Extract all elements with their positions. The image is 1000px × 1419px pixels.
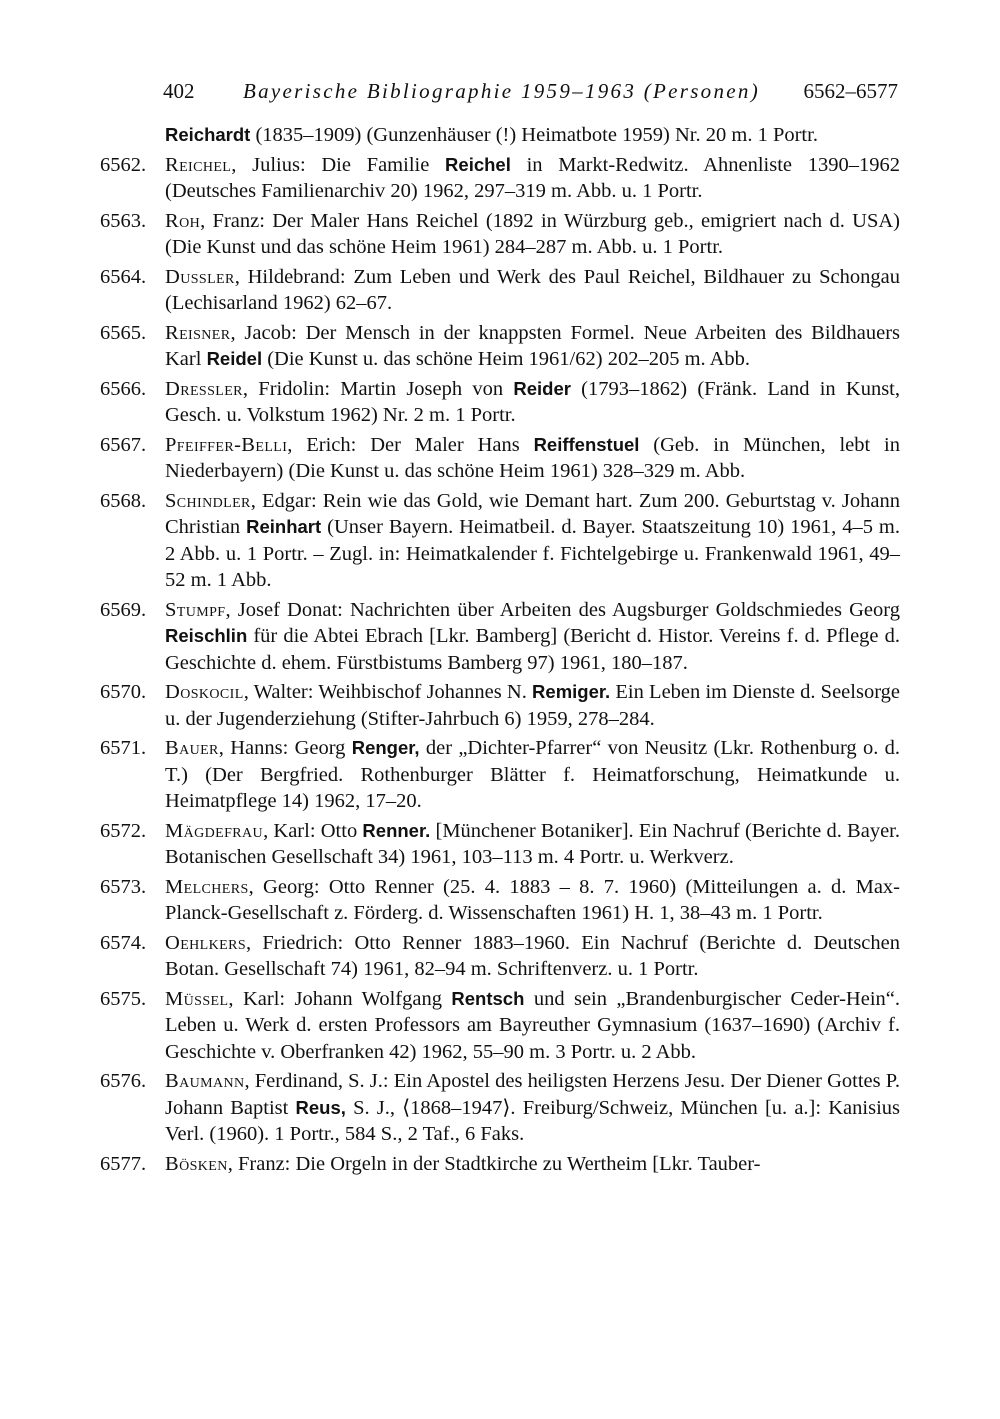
- entry-subject-name: Reidel: [206, 348, 263, 369]
- entry-author: Reichel: [165, 153, 232, 176]
- entry-number: 6566.: [100, 377, 147, 400]
- entry-text: [165, 152, 900, 205]
- entry-text: [165, 208, 900, 261]
- entry-text: [165, 930, 900, 983]
- entry-citation-start: , Franz: Die Orgeln in der Stadtkirche zu Wertheim [Lkr. Tauber-: [227, 1152, 761, 1175]
- entry-number: 6563.: [100, 209, 147, 232]
- entry-subject-name: Reichardt: [165, 124, 251, 145]
- entry-subject-name: Renger,: [351, 737, 420, 758]
- entry-citation-start: , Franz: Der Maler Hans Reichel (1892 in Würzburg geb., emigriert nach d. USA) (Die Kunst und das schöne Heim 1961) 284–287 m. Abb. u. 1 Portr.: [165, 209, 900, 258]
- entry-citation-start: , Hanns: Georg: [218, 737, 352, 759]
- entry-number: 6572.: [100, 819, 147, 842]
- entry-author: Roh: [165, 209, 201, 232]
- entry-citation-start: , Karl: Otto: [263, 819, 363, 842]
- entry-citation-start: , Julius: Die Familie: [231, 153, 446, 176]
- entry-author: Bösken: [165, 1152, 228, 1175]
- entry-author: Reisner: [165, 321, 231, 344]
- entry-subject-name: Reiffenstuel: [533, 433, 640, 455]
- entry-text: [165, 432, 900, 485]
- entry-text: [165, 1068, 900, 1148]
- entry-citation-end: S. J., ⟨1868–1947⟩. Freiburg/Schweiz, München [u. a.]: Kanisius Verl. (1960). 1 Portr., 584 S., 2 Taf., 6 Faks.: [165, 1096, 901, 1145]
- entry-subject-name: Rentsch: [451, 987, 525, 1009]
- bibliography-entry: [100, 320, 900, 373]
- entry-text: [165, 488, 900, 594]
- entry-author: Oehlkers: [165, 931, 247, 954]
- entry-text: [165, 376, 900, 429]
- entry-author: Melchers: [165, 875, 249, 898]
- entry-citation-end: (Die Kunst u. das schöne Heim 1961/62) 202–205 m. Abb.: [262, 348, 751, 370]
- bibliography-entry: [100, 986, 900, 1066]
- bibliography-entry: [100, 735, 900, 815]
- entry-author: Baumann: [165, 1070, 245, 1092]
- entry-text: [165, 986, 900, 1066]
- bibliography-entry: [100, 376, 900, 429]
- entry-text: [165, 735, 900, 815]
- entry-author: Schindler: [165, 489, 251, 512]
- entry-subject-name: Reischlin: [165, 625, 248, 646]
- entry-citation-start: , Jacob: Der Mensch in der knappsten Formel. Neue Arbeiten des Bildhauers Karl: [165, 321, 900, 370]
- entry-number: 6571.: [100, 737, 147, 759]
- entry-citation-end: Ein Leben im Dienste d. Seelsorge u. der Jugenderziehung (Stifter-Jahrbuch 6) 1959, 278–284.: [165, 681, 901, 730]
- entry-citation-start: , Edgar: Rein wie das Gold, wie Demant hart. Zum 200. Geburtstag v. Johann Christian: [165, 489, 900, 538]
- entry-text: [165, 874, 900, 927]
- entry-text: [165, 679, 900, 732]
- entry-citation-end: in Markt-Redwitz. Ahnenliste 1390–1962 (Deutsches Familienarchiv 20) 1962, 297–319 m. Abb. u. 1 Portr.: [165, 153, 900, 202]
- entry-author: Mägdefrau: [165, 819, 264, 842]
- entry-range: 6562–6577: [803, 79, 898, 103]
- entry-text: [165, 320, 900, 373]
- entry-author: Pfeiffer-Belli: [165, 433, 288, 456]
- bibliography-entry: [100, 122, 900, 149]
- bibliography-entry: [100, 930, 900, 983]
- entry-citation-end: für die Abtei Ebrach [Lkr. Bamberg] (Bericht d. Histor. Vereins f. d. Pflege d. Geschichte d. ehem. Fürstbistums Bamberg 97) 1961, 180–187.: [165, 625, 900, 674]
- bibliography-entry: [100, 208, 900, 261]
- entry-number: 6574.: [100, 931, 147, 954]
- entry-citation-start: , Josef Donat: Nachrichten über Arbeiten des Augsburger Goldschmiedes Georg: [225, 598, 900, 621]
- bibliography-entry: [100, 264, 900, 317]
- entry-author: Doskocil: [165, 681, 244, 703]
- entry-citation-end: der „Dichter-Pfarrer“ von Neusitz (Lkr. Rothenburg o. d. T.) (Der Bergfried. Rothenburger Blätter f. Heimatforschung, Heimatkunde u. Heimatpflege 14) 1962, 17–20.: [165, 737, 900, 812]
- entry-citation-start: , Erich: Der Maler Hans: [287, 433, 534, 456]
- entry-subject-name: Remiger.: [532, 681, 611, 702]
- page-number: 402: [163, 79, 195, 103]
- entry-citation-start: , Friedrich: Otto Renner 1883–1960. Ein Nachruf (Berichte d. Deutschen Botan. Gesellschaft 74) 1961, 82–94 m. Schriftenverz. u. 1 Portr.: [165, 931, 900, 980]
- entry-author: Müssel: [165, 987, 229, 1010]
- bibliography-entry: [100, 597, 900, 677]
- bibliography-entry: [100, 874, 900, 927]
- entry-citation-start: , Hildebrand: Zum Leben und Werk des Paul Reichel, Bildhauer zu Schongau (Lechisarland 1962) 62–67.: [165, 265, 900, 314]
- entry-number: 6573.: [100, 875, 147, 898]
- entry-subject-name: Reinhart: [246, 516, 322, 537]
- entry-number: 6576.: [100, 1070, 147, 1092]
- running-title: Bayerische Bibliographie 1959–1963 (Personen): [243, 79, 760, 103]
- running-header: [163, 76, 898, 106]
- bibliography-entry: [100, 818, 900, 871]
- bibliography-entry: [100, 488, 900, 594]
- entry-text: [165, 122, 900, 149]
- entry-citation-start: , Ferdinand, S. J.: Ein Apostel des heiligsten Herzens Jesu. Der Diener Gottes P. Johann Baptist: [165, 1070, 900, 1119]
- entry-number: 6562.: [100, 153, 147, 176]
- entry-author: Stumpf: [165, 598, 226, 621]
- entry-number: 6569.: [100, 598, 147, 621]
- entry-number: 6570.: [100, 681, 147, 703]
- entry-citation-end: (1835–1909) (Gunzenhäuser (!) Heimatbote 1959) Nr. 20 m. 1 Portr.: [250, 124, 818, 146]
- entry-author: Dressler: [165, 377, 243, 400]
- entry-citation-start: , Walter: Weihbischof Johannes N.: [243, 681, 533, 703]
- bibliography-entry: [100, 432, 900, 485]
- bibliography-entry: [100, 679, 900, 732]
- bibliography-entry: [100, 152, 900, 205]
- entry-subject-name: Renner.: [362, 819, 431, 841]
- entry-number: 6564.: [100, 265, 147, 288]
- bibliography-entry: [100, 1151, 900, 1178]
- entry-citation-end: (1793–1862) (Fränk. Land in Kunst, Gesch. u. Volkstum 1962) Nr. 2 m. 1 Portr.: [165, 377, 900, 426]
- entry-number: 6575.: [100, 987, 147, 1010]
- entry-citation-end: [Münchener Botaniker]. Ein Nachruf (Berichte d. Bayer. Botanischen Gesellschaft 34) 1961, 103–113 m. 4 Portr. u. Werkverz.: [165, 819, 900, 868]
- entry-text: [165, 597, 900, 677]
- entry-number: 6565.: [100, 321, 147, 344]
- bibliography-entries: [100, 122, 900, 1180]
- entry-subject-name: Reider: [513, 377, 571, 399]
- entry-number: 6567.: [100, 433, 147, 456]
- entry-citation-start: , Georg: Otto Renner (25. 4. 1883 – 8. 7. 1960) (Mitteilungen a. d. Max-Planck-Gesellschaft z. Förderg. d. Wissenschaften 1961) H. 1, 38–43 m. 1 Portr.: [165, 875, 900, 924]
- entry-citation-end: (Geb. in München, lebt in Niederbayern) (Die Kunst u. das schöne Heim 1961) 328–329 m. Abb.: [165, 433, 900, 482]
- entry-number: 6568.: [100, 489, 147, 512]
- entry-text: [165, 1151, 900, 1178]
- entry-number: 6577.: [100, 1152, 147, 1175]
- entry-citation-start: , Fridolin: Martin Joseph von: [242, 377, 514, 400]
- entry-citation-end: (Unser Bayern. Heimatbeil. d. Bayer. Staatszeitung 10) 1961, 4–5 m. 2 Abb. u. 1 Portr. – Zugl. in: Heimatkalender f. Fichtelgebirge u. Frankenwald 1961, 49–52 m. 1 Abb.: [165, 516, 900, 591]
- entry-text: [165, 818, 900, 871]
- bibliography-entry: [100, 1068, 900, 1148]
- entry-subject-name: Reus,: [295, 1096, 346, 1118]
- entry-author: Dussler: [165, 265, 235, 288]
- entry-citation-start: , Karl: Johann Wolfgang: [228, 987, 452, 1010]
- entry-author: Bauer: [165, 737, 219, 759]
- entry-subject-name: Reichel: [445, 153, 511, 175]
- entry-citation-end: und sein „Brandenburgischer Ceder-Hein“. Leben u. Werk d. ersten Professors am Bayreuther Gymnasium (1637–1690) (Archiv f. Geschichte v. Oberfranken 42) 1962, 55–90 m. 3 Portr. u. 2 Abb.: [165, 987, 900, 1063]
- entry-text: [165, 264, 900, 317]
